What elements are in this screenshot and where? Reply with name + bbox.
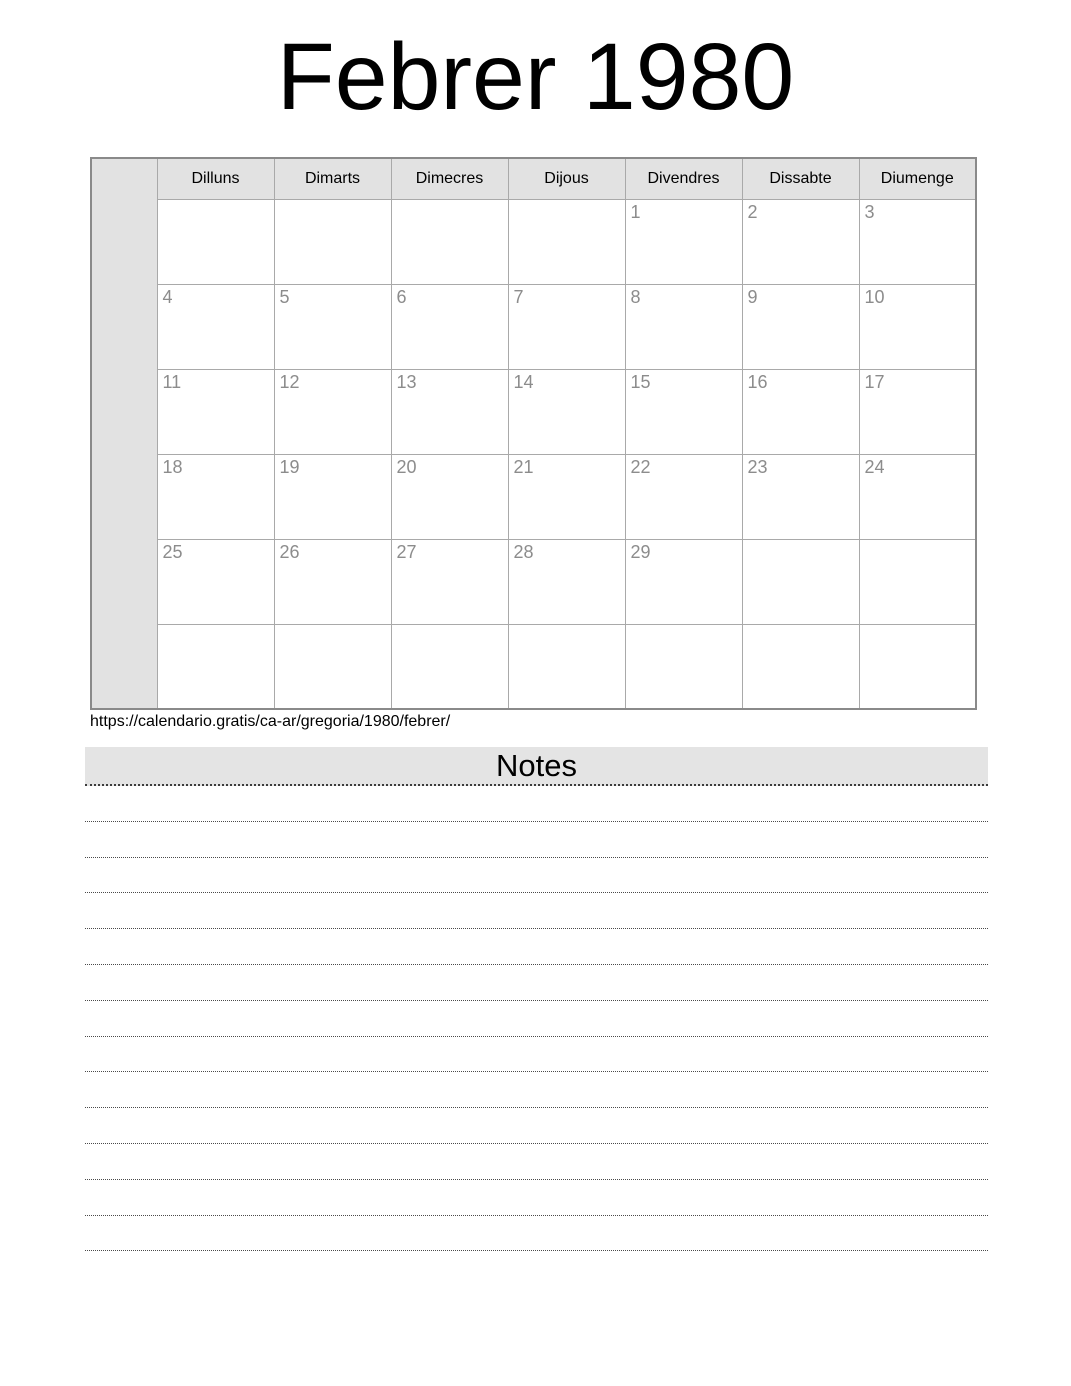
day-cell-6: 6 — [391, 284, 508, 369]
day-cell-empty — [157, 624, 274, 709]
day-cell-16: 16 — [742, 369, 859, 454]
notes-line — [85, 858, 988, 894]
week-row — [91, 369, 976, 454]
day-cell-22: 22 — [625, 454, 742, 539]
day-cell-empty — [508, 624, 625, 709]
day-cell-3: 3 — [859, 199, 976, 284]
day-cell-4: 4 — [157, 284, 274, 369]
weekday-header: Dimecres — [391, 158, 508, 199]
notes-line — [85, 965, 988, 1001]
notes-line — [85, 786, 988, 822]
notes-title: Notes — [496, 748, 577, 783]
notes-line — [85, 1072, 988, 1108]
day-cell-empty — [274, 624, 391, 709]
calendar-table — [90, 157, 977, 710]
notes-line — [85, 1216, 988, 1252]
day-cell-9: 9 — [742, 284, 859, 369]
week-row — [91, 624, 976, 709]
day-cell-empty — [742, 539, 859, 624]
day-cell-20: 20 — [391, 454, 508, 539]
page-title: Febrer 1980 — [276, 24, 795, 130]
day-cell-27: 27 — [391, 539, 508, 624]
weekday-header: Dissabte — [742, 158, 859, 199]
day-cell-empty — [391, 199, 508, 284]
day-cell-24: 24 — [859, 454, 976, 539]
weekday-header: Dimarts — [274, 158, 391, 199]
day-cell-18: 18 — [157, 454, 274, 539]
notes-line — [85, 1108, 988, 1144]
day-cell-empty — [625, 624, 742, 709]
source-url: https://calendario.gratis/ca-ar/gregoria/1980/febrer/ — [90, 713, 451, 730]
day-cell-empty — [859, 539, 976, 624]
day-cell-5: 5 — [274, 284, 391, 369]
notes-line — [85, 1037, 988, 1073]
notes-line — [85, 1180, 988, 1216]
week-number-gutter — [91, 158, 157, 709]
day-cell-11: 11 — [157, 369, 274, 454]
day-cell-empty — [508, 199, 625, 284]
day-cell-23: 23 — [742, 454, 859, 539]
day-cell-empty — [859, 624, 976, 709]
weekday-header: Divendres — [625, 158, 742, 199]
weekday-header: Diumenge — [859, 158, 976, 199]
weekday-header-row — [91, 158, 976, 199]
notes-header-bar — [85, 747, 988, 786]
day-cell-empty — [274, 199, 391, 284]
notes-line — [85, 893, 988, 929]
day-cell-7: 7 — [508, 284, 625, 369]
week-row — [91, 539, 976, 624]
day-cell-2: 2 — [742, 199, 859, 284]
day-cell-14: 14 — [508, 369, 625, 454]
day-cell-28: 28 — [508, 539, 625, 624]
week-row — [91, 199, 976, 284]
weekday-header: Dijous — [508, 158, 625, 199]
day-cell-empty — [157, 199, 274, 284]
day-cell-8: 8 — [625, 284, 742, 369]
calendar-body — [91, 158, 976, 709]
day-cell-19: 19 — [274, 454, 391, 539]
weekday-header: Dilluns — [157, 158, 274, 199]
notes-line — [85, 822, 988, 858]
day-cell-21: 21 — [508, 454, 625, 539]
day-cell-empty — [391, 624, 508, 709]
calendar — [90, 157, 977, 710]
day-cell-26: 26 — [274, 539, 391, 624]
day-cell-25: 25 — [157, 539, 274, 624]
week-row — [91, 284, 976, 369]
day-cell-1: 1 — [625, 199, 742, 284]
week-row — [91, 454, 976, 539]
day-cell-10: 10 — [859, 284, 976, 369]
day-cell-15: 15 — [625, 369, 742, 454]
notes-line — [85, 929, 988, 965]
day-cell-17: 17 — [859, 369, 976, 454]
day-cell-29: 29 — [625, 539, 742, 624]
day-cell-13: 13 — [391, 369, 508, 454]
notes-line — [85, 1144, 988, 1180]
notes-lines — [85, 786, 988, 1251]
notes-line — [85, 1001, 988, 1037]
day-cell-empty — [742, 624, 859, 709]
day-cell-12: 12 — [274, 369, 391, 454]
